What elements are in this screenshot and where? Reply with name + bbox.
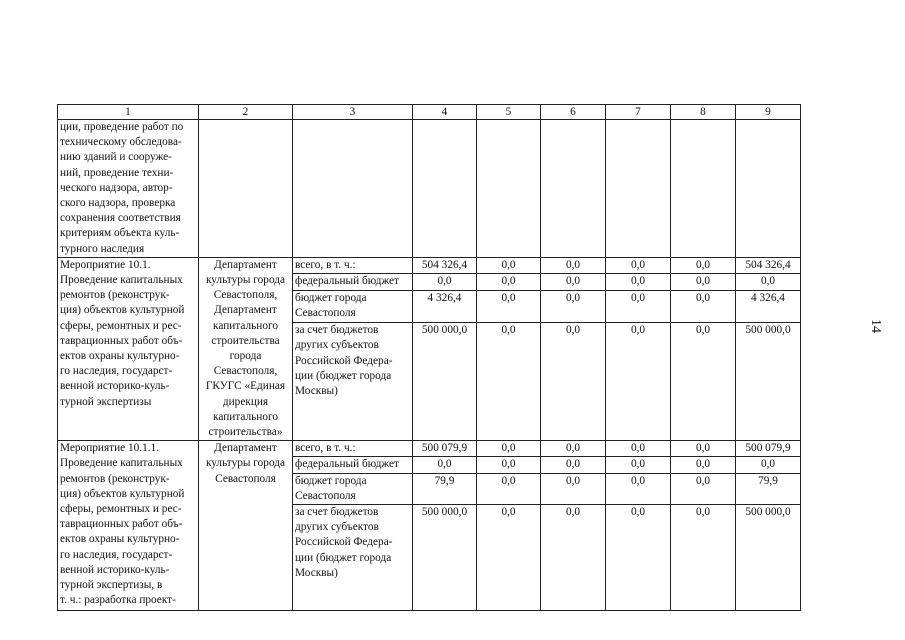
table-row bbox=[58, 441, 801, 457]
value-cell: 0,0 bbox=[477, 274, 541, 291]
value-cell: 0,0 bbox=[541, 473, 606, 504]
source-label: федеральный бюджет bbox=[293, 457, 413, 473]
value-cell: 4 326,4 bbox=[736, 291, 801, 323]
source-label: федеральный бюджет bbox=[293, 274, 413, 291]
value-cell: 4 326,4 bbox=[413, 291, 477, 323]
value-cell: 504 326,4 bbox=[736, 257, 801, 274]
value-cell: 0,0 bbox=[477, 441, 541, 457]
value-cell: 0,0 bbox=[606, 473, 671, 504]
executor-10-1-1-text: Департамент культуры города Севастополя bbox=[199, 441, 293, 611]
source-label: за счет бюджетов других субъектов Российской Федера- ции (бюджет города Москвы) bbox=[293, 323, 413, 441]
value-cell: 0,0 bbox=[671, 291, 736, 323]
value-cell: 0,0 bbox=[477, 457, 541, 473]
value-cell: 500 079,9 bbox=[736, 441, 801, 457]
source-label: бюджет города Севастополя bbox=[293, 473, 413, 504]
value-cell: 0,0 bbox=[541, 441, 606, 457]
value-cell: 0,0 bbox=[671, 473, 736, 504]
value-cell: 0,0 bbox=[541, 257, 606, 274]
value-cell: 500 000,0 bbox=[736, 505, 801, 611]
value-cell: 0,0 bbox=[671, 505, 736, 611]
value-cell: 0,0 bbox=[477, 257, 541, 274]
activity-10-1-1-text: Мероприятие 10.1.1. Проведение капитальных ремонтов (реконструк- ция) объектов культурной сферы, ремонтных и рес- таврационных работ объ- ектов охраны культурно- го наследия, государст- венной историко-куль- турной экспертизы, в т. ч.: разработка проект- bbox=[58, 441, 199, 611]
source-label: всего, в т. ч.: bbox=[293, 257, 413, 274]
column-number-row bbox=[58, 105, 801, 120]
source-label: всего, в т. ч.: bbox=[293, 441, 413, 457]
value-cell: 0,0 bbox=[477, 473, 541, 504]
value-cell: 0,0 bbox=[671, 323, 736, 441]
source-label: за счет бюджетов других субъектов Российской Федера- ции (бюджет города Москвы) bbox=[293, 505, 413, 611]
value-cell: 79,9 bbox=[413, 473, 477, 504]
column-header-4: 4 bbox=[413, 105, 477, 120]
value-cell: 0,0 bbox=[671, 441, 736, 457]
value-cell: 0,0 bbox=[477, 323, 541, 441]
activity-continuation-text: ции, проведение работ по техническому обследова- нию зданий и сооруже- ний, проведение техни- ческого надзора, автор- ского надзора, проверка сохранения соответствия критериям объекта куль- турного наследия bbox=[58, 120, 199, 258]
value-cell: 0,0 bbox=[541, 323, 606, 441]
value-cell: 0,0 bbox=[541, 274, 606, 291]
column-header-7: 7 bbox=[606, 105, 671, 120]
page-number: 14 bbox=[868, 319, 883, 333]
value-cell: 0,0 bbox=[541, 457, 606, 473]
column-header-3: 3 bbox=[293, 105, 413, 120]
value-cell: 0,0 bbox=[477, 505, 541, 611]
budget-table bbox=[57, 104, 801, 611]
value-cell: 0,0 bbox=[606, 257, 671, 274]
column-header-5: 5 bbox=[477, 105, 541, 120]
activity-10-1-text: Мероприятие 10.1. Проведение капитальных ремонтов (реконструк- ция) объектов культурной сферы, ремонтных и рес- таврационных работ объ- ектов охраны культурно- го наследия, государст- венной историко-куль- турной экспертизы bbox=[58, 257, 199, 440]
value-cell: 0,0 bbox=[413, 457, 477, 473]
value-cell: 500 000,0 bbox=[413, 323, 477, 441]
table-row bbox=[58, 257, 801, 274]
source-label: бюджет города Севастополя bbox=[293, 291, 413, 323]
value-cell: 0,0 bbox=[541, 505, 606, 611]
value-cell: 0,0 bbox=[606, 441, 671, 457]
value-cell: 0,0 bbox=[736, 274, 801, 291]
value-cell: 500 079,9 bbox=[413, 441, 477, 457]
value-cell: 0,0 bbox=[671, 257, 736, 274]
value-cell: 0,0 bbox=[606, 323, 671, 441]
value-cell: 500 000,0 bbox=[736, 323, 801, 441]
value-cell: 0,0 bbox=[671, 457, 736, 473]
value-cell: 500 000,0 bbox=[413, 505, 477, 611]
value-cell: 0,0 bbox=[606, 505, 671, 611]
column-header-1: 1 bbox=[58, 105, 199, 120]
value-cell: 0,0 bbox=[541, 291, 606, 323]
value-cell: 504 326,4 bbox=[413, 257, 477, 274]
value-cell: 0,0 bbox=[606, 274, 671, 291]
value-cell: 0,0 bbox=[736, 457, 801, 473]
value-cell: 79,9 bbox=[736, 473, 801, 504]
value-cell: 0,0 bbox=[413, 274, 477, 291]
value-cell: 0,0 bbox=[477, 291, 541, 323]
continuation-row bbox=[58, 120, 801, 258]
column-header-8: 8 bbox=[671, 105, 736, 120]
value-cell: 0,0 bbox=[606, 291, 671, 323]
column-header-6: 6 bbox=[541, 105, 606, 120]
column-header-2: 2 bbox=[199, 105, 293, 120]
value-cell: 0,0 bbox=[606, 457, 671, 473]
value-cell: 0,0 bbox=[671, 274, 736, 291]
column-header-9: 9 bbox=[736, 105, 801, 120]
executor-10-1-text: Департамент культуры города Севастополя, Департамент капитального строительства города Севастополя, ГКУГС «Единая дирекция капитального строительства» bbox=[199, 257, 293, 440]
